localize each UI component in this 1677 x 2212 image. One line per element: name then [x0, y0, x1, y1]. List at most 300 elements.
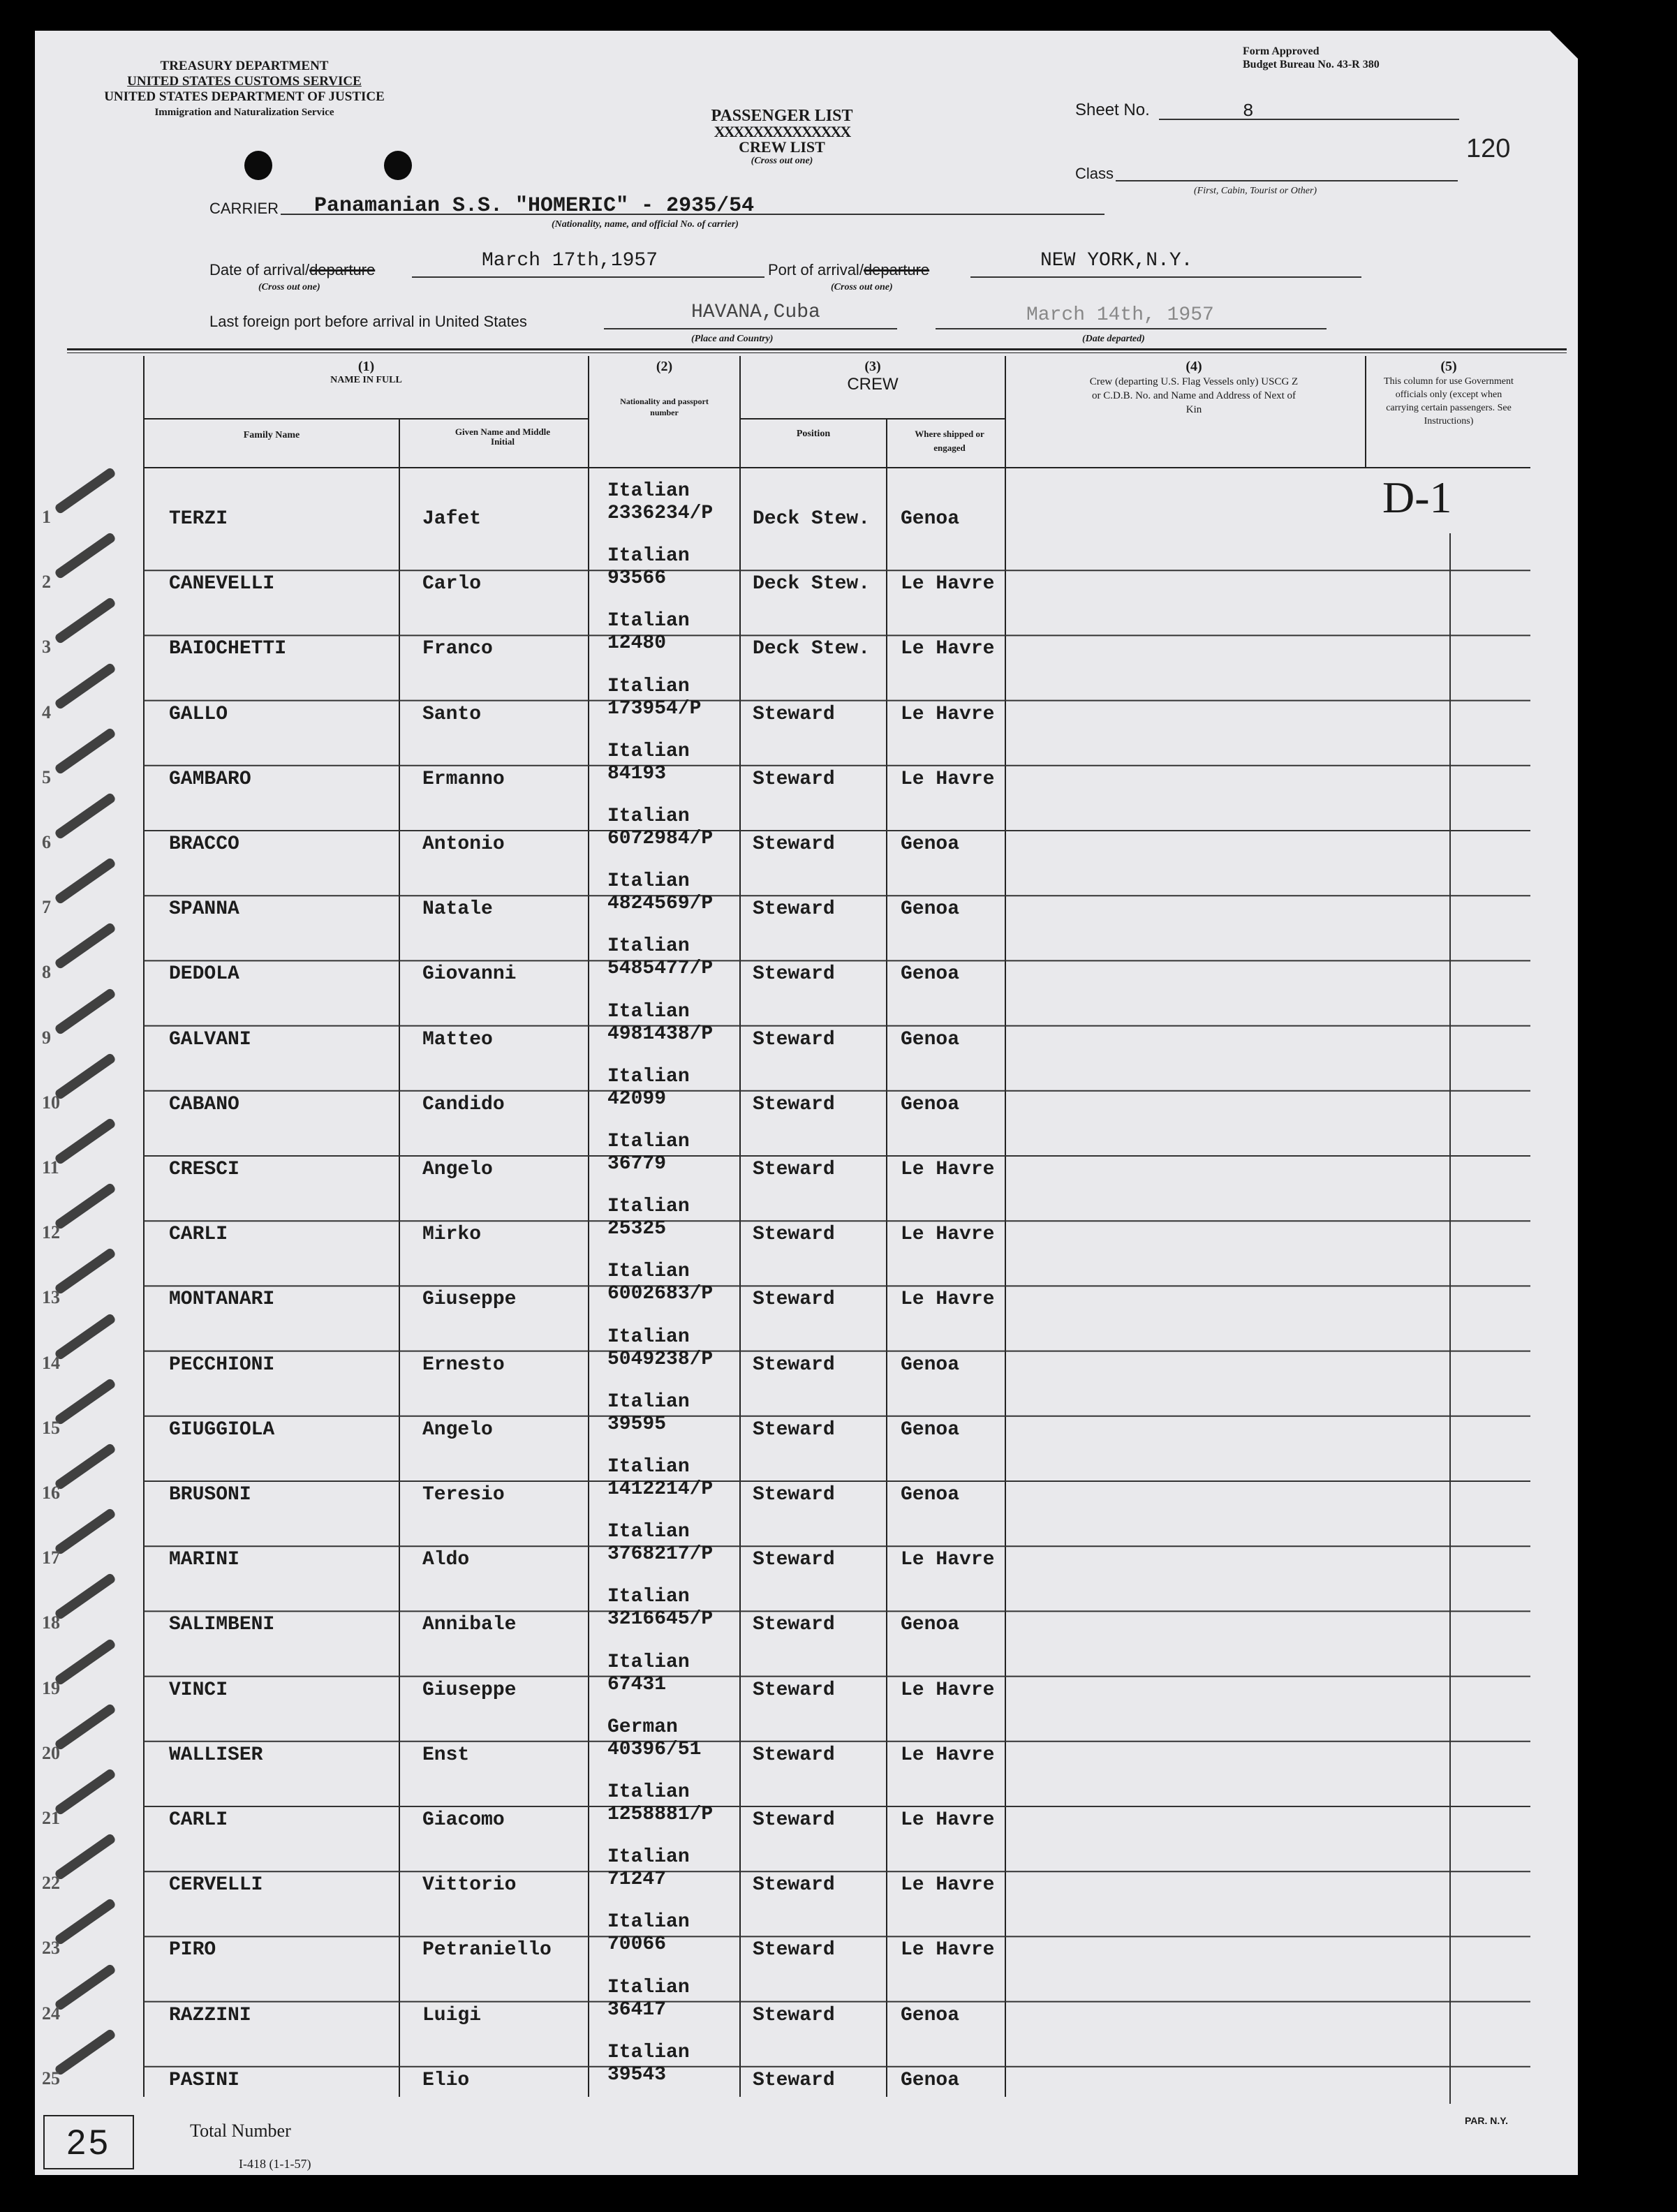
where-shipped: Genoa	[901, 1484, 960, 1506]
family-name: CANEVELLI	[169, 573, 275, 595]
row-number: 12	[42, 1222, 60, 1243]
nationality-passport	[607, 1911, 690, 1956]
position: Steward	[753, 963, 835, 986]
given-name: Giuseppe	[422, 1289, 517, 1311]
nationality-passport	[607, 610, 690, 655]
position: Deck Stew.	[753, 638, 871, 660]
family-name: TERZI	[169, 508, 228, 530]
class-note: (First, Cabin, Tourist or Other)	[1194, 186, 1317, 196]
where-shipped: Le Havre	[901, 768, 995, 790]
where-shipped: Le Havre	[901, 1289, 995, 1311]
position: Steward	[753, 1614, 835, 1636]
given-name: Enst	[422, 1744, 470, 1766]
table-row	[35, 1968, 1578, 2033]
where-shipped: Genoa	[901, 1353, 960, 1376]
row-number: 17	[42, 1547, 60, 1568]
position: Deck Stew.	[753, 573, 871, 595]
position-header: Position	[796, 429, 831, 439]
family-name-header: Family Name	[243, 430, 300, 440]
carrier-note: (Nationality, name, and official No. of carrier)	[552, 219, 739, 230]
title-passenger-list: PASSENGER LIST	[711, 107, 853, 125]
family-name: BRUSONI	[169, 1484, 251, 1506]
row-number: 25	[42, 2068, 60, 2088]
nationality: Italian	[607, 480, 690, 502]
given-name: Candido	[422, 1093, 505, 1115]
position: Steward	[753, 1093, 835, 1115]
family-name: BRACCO	[169, 833, 239, 855]
check-mark	[54, 1768, 117, 1816]
col2-title: Nationality and passport number	[620, 396, 709, 417]
family-name: GALVANI	[169, 1028, 251, 1051]
table-row	[35, 1513, 1578, 1578]
given-name: Annibale	[422, 1614, 517, 1636]
last-port-date: March 14th, 1957	[1026, 304, 1214, 326]
nationality-passport	[607, 1261, 713, 1305]
date-cross-note: (Cross out one)	[258, 282, 320, 292]
passport-number: 36779	[607, 1153, 667, 1175]
table-row	[35, 797, 1578, 862]
passport-number: 12480	[607, 632, 667, 655]
passport-number: 5049238/P	[607, 1348, 714, 1370]
position: Steward	[753, 1484, 835, 1506]
check-mark	[54, 2028, 117, 2076]
row-number: 4	[42, 702, 51, 722]
position: Deck Stew.	[753, 508, 871, 530]
given-name: Carlo	[422, 573, 482, 595]
given-name: Aldo	[422, 1549, 470, 1571]
table-row	[35, 1448, 1578, 1513]
last-port-place-note: (Place and Country)	[691, 334, 774, 344]
nationality: Italian	[607, 545, 690, 567]
col5-header	[1382, 359, 1515, 428]
family-name: MONTANARI	[169, 1289, 275, 1311]
given-name: Mirko	[422, 1224, 482, 1246]
check-mark	[54, 467, 117, 515]
given-name: Luigi	[422, 2004, 482, 2026]
family-name: GIUGGIOLA	[169, 1418, 275, 1441]
nationality-passport	[607, 1716, 701, 1761]
where-shipped: Le Havre	[901, 1549, 995, 1571]
position: Steward	[753, 1159, 835, 1180]
row-number: 22	[42, 1873, 60, 1894]
nationality: Italian	[607, 740, 690, 762]
family-name: WALLISER	[169, 1744, 263, 1766]
check-mark	[54, 1312, 117, 1360]
position: Steward	[753, 833, 835, 855]
given-name: Teresio	[422, 1484, 505, 1506]
nationality: Italian	[607, 610, 690, 632]
nationality-passport	[607, 1326, 713, 1371]
passport-number: 3768217/P	[607, 1543, 714, 1566]
table-row	[35, 1773, 1578, 1838]
nationality: Italian	[607, 1911, 690, 1933]
passport-number: 42099	[607, 1088, 667, 1110]
col3-number: (3)	[864, 359, 881, 374]
table-row	[35, 1122, 1578, 1187]
date-arrival-value: March 17th,1957	[482, 250, 658, 272]
family-name: CARLI	[169, 1224, 228, 1246]
table-row	[35, 1643, 1578, 1708]
row-number: 7	[42, 897, 51, 918]
table-row	[35, 1708, 1578, 1773]
where-shipped: Genoa	[901, 1614, 960, 1636]
family-name: RAZZINI	[169, 2004, 251, 2026]
given-name: Giovanni	[422, 963, 517, 986]
nationality-passport	[607, 2042, 690, 2086]
row-number: 5	[42, 766, 51, 787]
given-name: Ermanno	[422, 768, 505, 790]
nationality: Italian	[607, 1261, 690, 1283]
nationality: Italian	[607, 1131, 690, 1152]
nationality: Italian	[607, 1586, 690, 1608]
where-shipped: Genoa	[901, 898, 960, 921]
nationality-passport	[607, 741, 690, 785]
row-number: 24	[42, 2003, 60, 2024]
position: Steward	[753, 1744, 835, 1766]
given-name: Franco	[422, 638, 493, 660]
check-mark	[54, 1963, 117, 2011]
family-name: VINCI	[169, 1679, 228, 1701]
given-name: Vittorio	[422, 1874, 517, 1896]
where-shipped: Le Havre	[901, 1744, 995, 1766]
nationality-passport	[607, 1391, 690, 1436]
table-row	[35, 732, 1578, 797]
nationality: German	[607, 1716, 678, 1738]
nationality: Italian	[607, 1390, 690, 1413]
position: Steward	[753, 1939, 835, 1961]
row-number: 14	[42, 1352, 60, 1373]
position: Steward	[753, 1418, 835, 1441]
official-annotation: D-1	[1382, 473, 1452, 522]
nationality: Italian	[607, 1781, 690, 1803]
passport-number: 2336234/P	[607, 503, 714, 524]
nationality: Italian	[607, 1065, 690, 1088]
row-number: 13	[42, 1287, 60, 1308]
table-row	[35, 537, 1578, 602]
family-name: CRESCI	[169, 1159, 239, 1180]
row-number: 1	[42, 507, 51, 527]
position: Steward	[753, 1224, 835, 1246]
nationality-passport	[607, 480, 713, 525]
where-shipped: Le Havre	[901, 1224, 995, 1246]
family-name: SPANNA	[169, 898, 239, 921]
where-shipped: Genoa	[901, 1028, 960, 1051]
position: Steward	[753, 1353, 835, 1376]
nationality-passport	[607, 1001, 713, 1046]
position: Steward	[753, 1809, 835, 1831]
given-name: Petraniello	[422, 1939, 552, 1961]
check-mark	[54, 1702, 117, 1751]
given-name: Santo	[422, 703, 482, 725]
table-row	[35, 927, 1578, 992]
position: Steward	[753, 1289, 835, 1311]
table-row	[35, 1252, 1578, 1317]
row-number: 10	[42, 1092, 60, 1113]
nationality: Italian	[607, 1976, 690, 1998]
nationality-passport	[607, 676, 701, 720]
nationality-passport	[607, 1131, 690, 1175]
form-approved-line-2: Budget Bureau No. 43-R 380	[1243, 59, 1380, 70]
nationality-passport	[607, 1846, 690, 1891]
last-port-place: HAVANA,Cuba	[691, 302, 820, 323]
family-name: DEDOLA	[169, 963, 239, 986]
given-name: Angelo	[422, 1159, 493, 1180]
nationality-passport	[607, 1066, 690, 1111]
manifest-page	[35, 31, 1578, 2175]
family-name: MARINI	[169, 1549, 239, 1571]
passport-number: 40396/51	[607, 1738, 702, 1760]
table-row	[35, 1578, 1578, 1642]
col1-header	[144, 359, 589, 386]
nationality-passport	[607, 935, 713, 980]
nationality: Italian	[607, 1846, 690, 1869]
nationality: Italian	[607, 935, 690, 958]
table-row	[35, 602, 1578, 667]
check-mark	[54, 1377, 117, 1425]
nationality-passport	[607, 1456, 713, 1501]
col4-header	[1089, 359, 1299, 417]
nationality-passport	[607, 1196, 690, 1240]
family-name: GALLO	[169, 703, 228, 725]
table-row	[35, 472, 1578, 537]
check-mark	[54, 727, 117, 775]
port-arrival-value: NEW YORK,N.Y.	[1040, 250, 1193, 272]
nationality: Italian	[607, 1456, 690, 1478]
check-mark	[54, 1833, 117, 1881]
title-note: (Cross out one)	[751, 156, 813, 166]
where-shipped: Le Havre	[901, 1874, 995, 1896]
passport-number: 84193	[607, 762, 667, 785]
family-name: PASINI	[169, 2069, 239, 2091]
passport-number: 6002683/P	[607, 1283, 714, 1305]
where-shipped: Genoa	[901, 1093, 960, 1115]
family-name: BAIOCHETTI	[169, 638, 287, 660]
title-crew-list: CREW LIST	[739, 138, 825, 156]
nationality-passport	[607, 806, 713, 850]
check-mark	[54, 1898, 117, 1946]
where-shipped: Genoa	[901, 2004, 960, 2026]
where-shipped: Le Havre	[901, 1159, 995, 1180]
where-shipped: Le Havre	[901, 573, 995, 595]
family-name: SALIMBENI	[169, 1614, 275, 1636]
given-name: Giacomo	[422, 1809, 505, 1831]
table-row	[35, 1903, 1578, 1968]
nationality-passport	[607, 1586, 713, 1631]
row-number: 19	[42, 1677, 60, 1698]
passport-number: 36417	[607, 1998, 667, 2021]
check-mark	[54, 987, 117, 1035]
passport-number: 4824569/P	[607, 893, 714, 915]
row-number: 3	[42, 637, 51, 658]
col3-header	[740, 359, 1005, 394]
family-name: CARLI	[169, 1809, 228, 1831]
check-mark	[54, 1638, 117, 1686]
nationality: Italian	[607, 870, 690, 893]
check-mark	[54, 857, 117, 905]
where-shipped: Genoa	[901, 508, 960, 530]
col4-title: Crew (departing U.S. Flag Vessels only) USCG Z or C.D.B. No. and Name and Address of Next of Kin	[1089, 376, 1299, 415]
where-header: Where shipped or engaged	[915, 429, 984, 453]
passport-number: 1412214/P	[607, 1478, 714, 1500]
nationality: Italian	[607, 1651, 690, 1673]
last-port-date-note: (Date departed)	[1082, 334, 1145, 344]
table-row	[35, 1318, 1578, 1383]
passport-number: 6072984/P	[607, 828, 714, 849]
form-number: I-418 (1-1-57)	[239, 2157, 311, 2171]
check-mark	[54, 792, 117, 840]
given-name: Giuseppe	[422, 1679, 517, 1701]
col5-title: This column for use Government officials only (except when carrying certain passengers. See Instructions)	[1384, 376, 1514, 426]
date-arrival-text: Date of arrival/	[209, 261, 310, 279]
row-number: 2	[42, 572, 51, 593]
nationality: Italian	[607, 1521, 690, 1543]
printer-mark: PAR. N.Y.	[1465, 2115, 1508, 2126]
carrier-label: CARRIER	[209, 200, 279, 217]
table-row	[35, 667, 1578, 732]
agency-line-3: UNITED STATES DEPARTMENT OF JUSTICE	[104, 89, 385, 104]
nationality: Italian	[607, 806, 690, 827]
row-number: 21	[42, 1808, 60, 1828]
family-name: GAMBARO	[169, 768, 251, 790]
table-row	[35, 1187, 1578, 1252]
family-name: CERVELLI	[169, 1874, 263, 1896]
position: Steward	[753, 703, 835, 725]
table-row	[35, 1838, 1578, 1903]
check-mark	[54, 597, 117, 645]
given-name: Natale	[422, 898, 493, 921]
where-shipped: Genoa	[901, 833, 960, 855]
passport-number: 25325	[607, 1218, 667, 1240]
port-cross-note: (Cross out one)	[831, 282, 893, 292]
check-mark	[54, 1247, 117, 1296]
col5-number: (5)	[1440, 359, 1457, 374]
row-number: 16	[42, 1483, 60, 1503]
row-number: 11	[42, 1157, 59, 1178]
where-shipped: Le Havre	[901, 1939, 995, 1961]
where-shipped: Genoa	[901, 1418, 960, 1441]
table-row	[35, 2033, 1578, 2098]
col1-title: NAME IN FULL	[330, 375, 402, 385]
position: Steward	[753, 1549, 835, 1571]
row-number: 20	[42, 1742, 60, 1763]
title-crossed-out: XXXXXXXXXXXXXX	[714, 123, 850, 140]
nationality-passport	[607, 870, 713, 915]
where-shipped: Le Havre	[901, 703, 995, 725]
sheet-label: Sheet No.	[1075, 101, 1150, 119]
nationality: Italian	[607, 2041, 690, 2063]
check-mark	[54, 922, 117, 970]
position: Steward	[753, 1874, 835, 1896]
nationality-passport	[607, 1977, 690, 2021]
table-row	[35, 1383, 1578, 1448]
total-number-value: 25	[43, 2115, 134, 2169]
col4-number: (4)	[1185, 359, 1202, 374]
col1-number: (1)	[357, 359, 375, 374]
position: Steward	[753, 1028, 835, 1051]
given-name: Angelo	[422, 1418, 493, 1441]
passport-number: 1258881/P	[607, 1804, 714, 1825]
passport-number: 3216645/P	[607, 1608, 714, 1631]
given-name: Jafet	[422, 508, 482, 530]
col2-header	[589, 359, 740, 418]
nationality: Italian	[607, 1196, 690, 1218]
check-mark	[54, 1573, 117, 1621]
passport-number: 67431	[607, 1673, 667, 1695]
port-departure-struck: departure	[863, 261, 930, 279]
nationality: Italian	[607, 675, 690, 697]
carrier-value: Panamanian S.S. "HOMERIC" - 2935/54	[314, 194, 755, 218]
family-name: PECCHIONI	[169, 1353, 275, 1376]
last-port-label: Last foreign port before arrival in United States	[209, 313, 527, 330]
check-mark	[54, 1443, 117, 1491]
nationality: Italian	[607, 1326, 690, 1348]
passport-number: 4981438/P	[607, 1023, 714, 1045]
agency-line-1: TREASURY DEPARTMENT	[160, 59, 329, 73]
port-arrival-text: Port of arrival/	[768, 261, 864, 279]
nationality-passport	[607, 1521, 713, 1566]
given-name: Ernesto	[422, 1353, 505, 1376]
agency-line-2: UNITED STATES CUSTOMS SERVICE	[127, 74, 362, 89]
position: Steward	[753, 2069, 835, 2091]
nationality-passport	[607, 545, 690, 590]
position: Steward	[753, 2004, 835, 2026]
page-number: 120	[1466, 134, 1511, 163]
given-name-header: Given Name and Middle Initial	[455, 426, 551, 447]
table-row	[35, 1057, 1578, 1122]
table-row	[35, 993, 1578, 1057]
table-row	[35, 862, 1578, 927]
passport-number: 71247	[607, 1869, 667, 1891]
passport-number: 93566	[607, 567, 667, 590]
check-mark	[54, 1052, 117, 1100]
col2-number: (2)	[656, 359, 673, 374]
position: Steward	[753, 768, 835, 790]
where-shipped: Genoa	[901, 2069, 960, 2091]
position: Steward	[753, 1679, 835, 1701]
row-number: 15	[42, 1417, 60, 1438]
nationality-passport	[607, 1781, 713, 1826]
check-mark	[54, 662, 117, 710]
row-number: 23	[42, 1938, 60, 1959]
check-mark	[54, 532, 117, 580]
sheet-number: 8	[1243, 101, 1254, 121]
passport-number: 39595	[607, 1413, 667, 1435]
check-mark	[54, 1182, 117, 1231]
given-name: Matteo	[422, 1028, 493, 1051]
family-name: PIRO	[169, 1939, 216, 1961]
where-shipped: Genoa	[901, 963, 960, 986]
given-name: Elio	[422, 2069, 470, 2091]
row-number: 8	[42, 962, 51, 983]
check-mark	[54, 1118, 117, 1166]
nationality: Italian	[607, 1000, 690, 1023]
nationality-passport	[607, 1651, 690, 1696]
col3-title: CREW	[847, 375, 899, 394]
passport-number: 5485477/P	[607, 958, 714, 980]
class-label: Class	[1075, 165, 1114, 182]
passport-number: 173954/P	[607, 697, 702, 720]
form-approved-line-1: Form Approved	[1243, 45, 1320, 57]
given-name: Antonio	[422, 833, 505, 855]
row-number: 6	[42, 832, 51, 852]
passport-number: 70066	[607, 1933, 667, 1956]
agency-line-4: Immigration and Naturalization Service	[154, 107, 334, 118]
where-shipped: Le Havre	[901, 1679, 995, 1701]
row-number: 9	[42, 1027, 51, 1048]
family-name: CABANO	[169, 1093, 239, 1115]
date-departure-struck: departure	[309, 261, 376, 279]
check-mark	[54, 1508, 117, 1556]
